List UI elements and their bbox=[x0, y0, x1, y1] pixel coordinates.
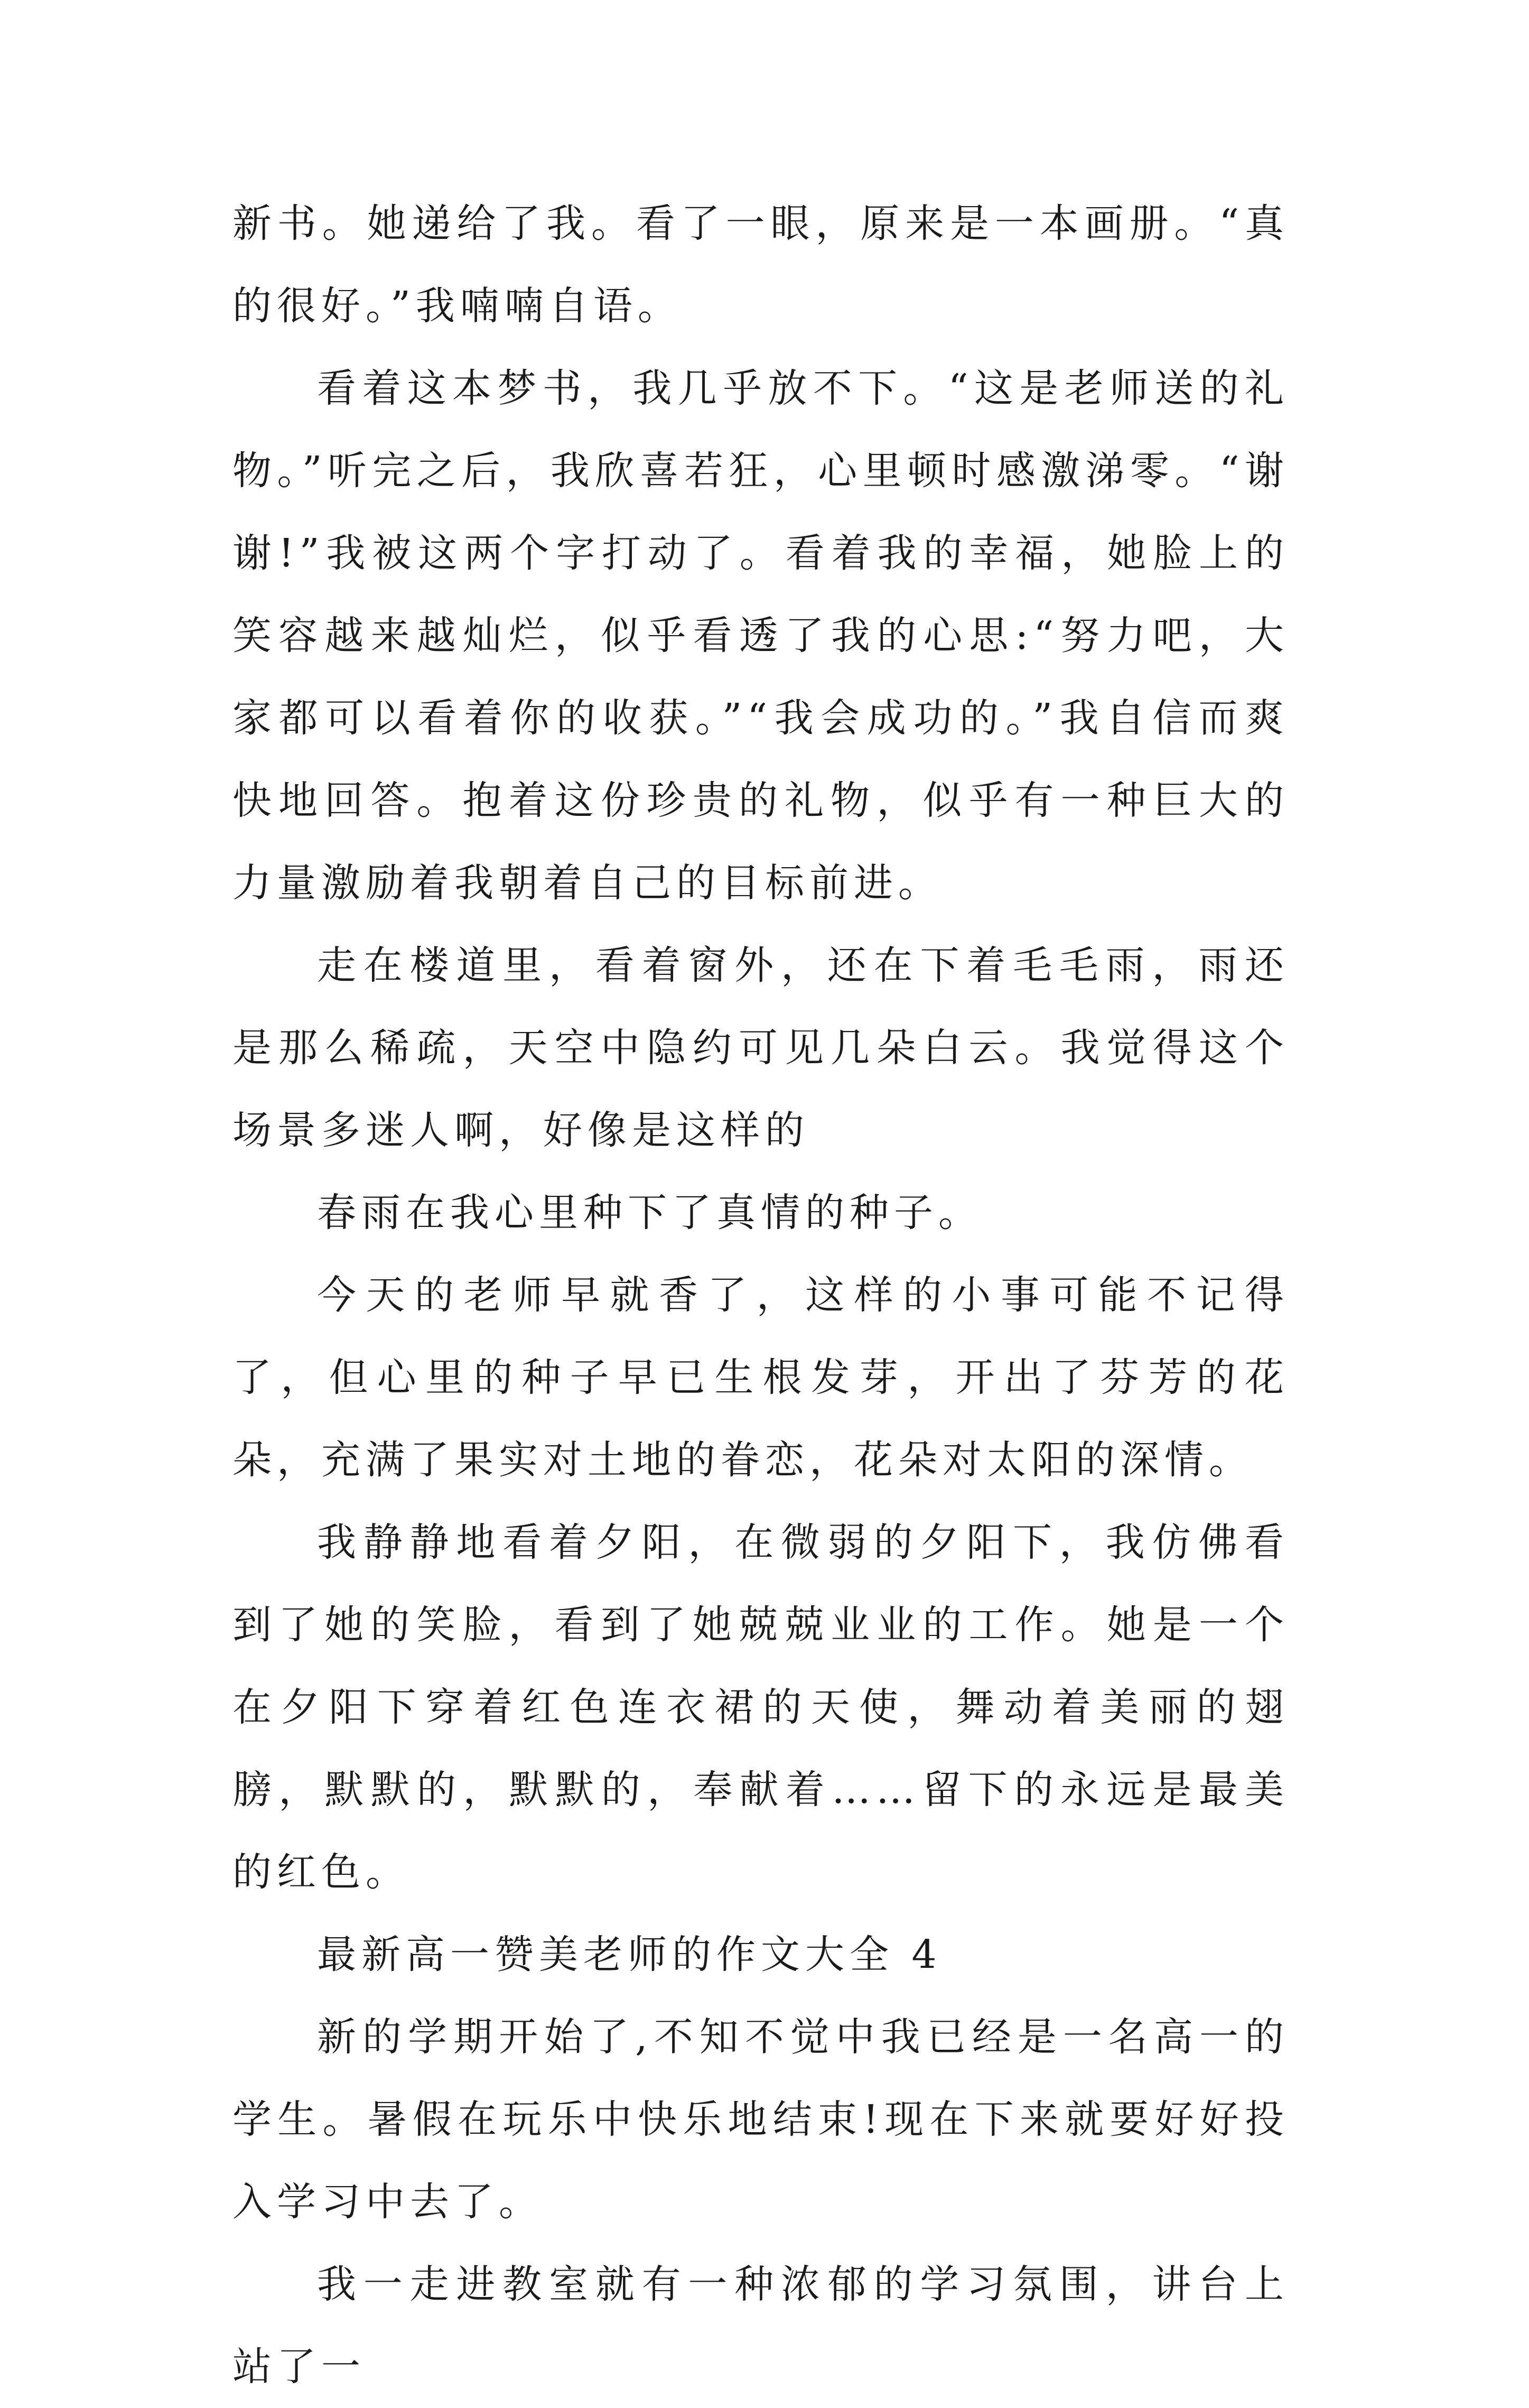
section-heading: 最新高一赞美老师的作文大全 4 bbox=[317, 1932, 942, 1977]
document-body bbox=[232, 182, 1289, 2408]
paragraph-3: 走在楼道里，看着窗外，还在下着毛毛雨，雨还是那么稀疏，天空中隐约可见几朵白云。我觉得这个场景多迷人啊，好像是这样的 bbox=[232, 943, 1289, 1153]
paragraph-5: 今天的老师早就香了，这样的小事可能不记得了，但心里的种子早已生根发芽，开出了芬芳的花朵，充满了果实对土地的眷恋，花朵对太阳的深情。 bbox=[232, 1272, 1289, 1483]
paragraph-8: 我一走进教室就有一种浓郁的学习氛围，讲台上站了一 bbox=[232, 2262, 1289, 2390]
paragraph-6: 我静静地看着夕阳，在微弱的夕阳下，我仿佛看到了她的笑脸，看到了她兢兢业业的工作。她是一个在夕阳下穿着红色连衣裙的天使，舞动着美丽的翅膀，默默的，默默的，奉献着……留下的永远是最美的红色。 bbox=[232, 1520, 1289, 1895]
paragraph-7: 新的学期开始了,不知不觉中我已经是一名高一的学生。暑假在玩乐中快乐地结束!现在下来就要好好投入学习中去了。 bbox=[232, 2014, 1289, 2225]
paragraph-2: 看着这本梦书，我几乎放不下。“这是老师送的礼物。”听完之后，我欣喜若狂，心里顿时感激涕零。“谢谢!”我被这两个字打动了。看着我的幸福，她脸上的笑容越来越灿烂，似乎看透了我的心思:“努力吧，大家都可以看着你的收获。”“我会成功的。”我自信而爽快地回答。抱着这份珍贵的礼物，似乎有一种巨大的力量激励着我朝着自己的目标前进。 bbox=[232, 366, 1289, 906]
paragraph-4: 春雨在我心里种下了真情的种子。 bbox=[317, 1190, 983, 1235]
paragraph-1: 新书。她递给了我。看了一眼，原来是一本画册。“真的很好。”我喃喃自语。 bbox=[232, 201, 1289, 329]
